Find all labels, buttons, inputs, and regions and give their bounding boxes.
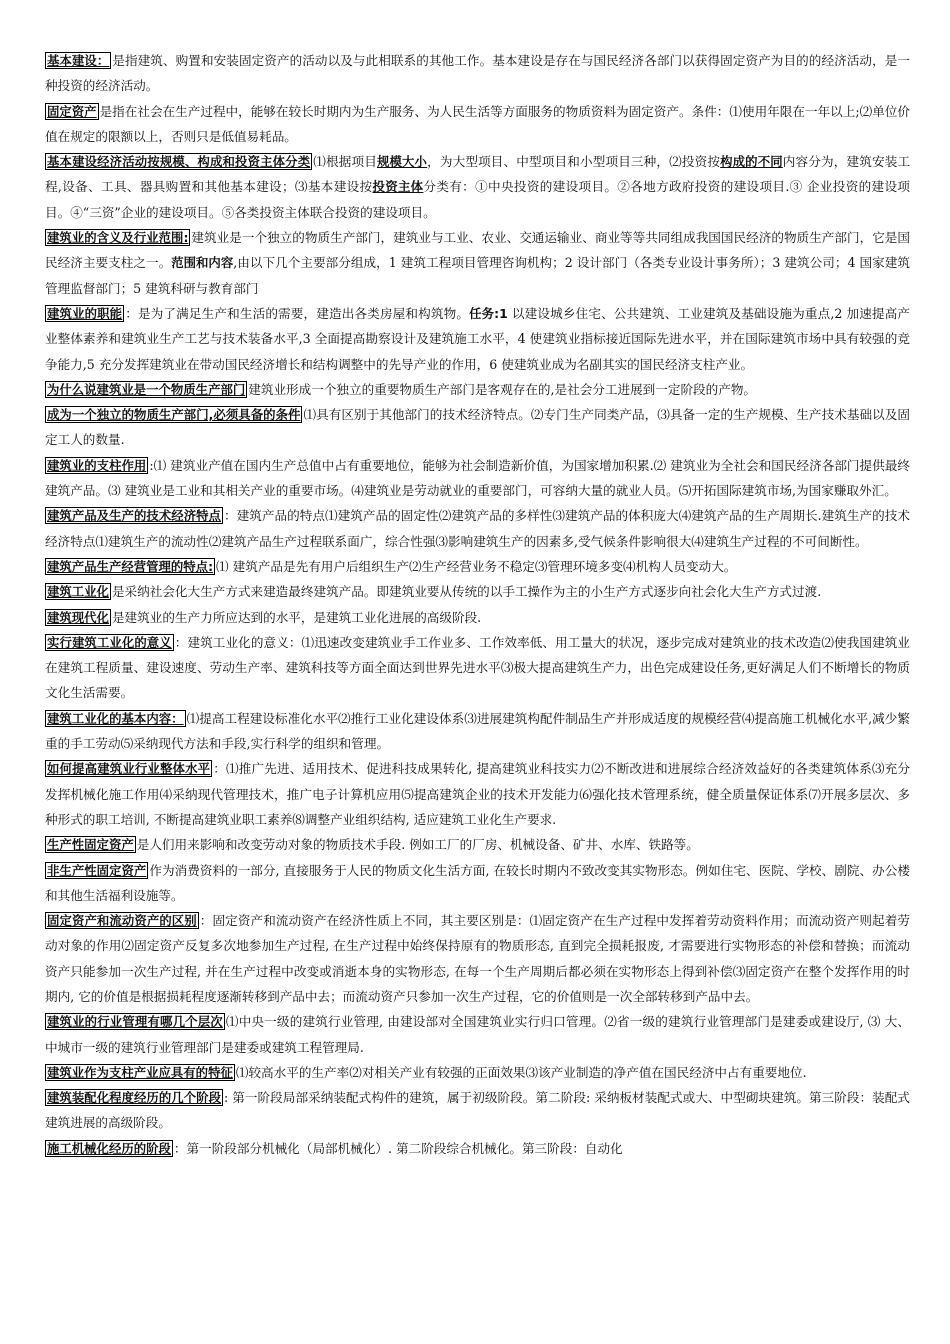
entry-text: ⑴具有区别于其他部门的技术经济特点。⑵专门生产同类产品，⑶具备一定的生产规模、生产技术基础以及固定工人的数量. bbox=[45, 407, 910, 448]
entry-text: ：第一阶段部分机械化（局部机械化）. 第二阶段综合机械化。第三阶段：自动化 bbox=[173, 1140, 623, 1156]
entry-term: 施工机械化经历的阶段 bbox=[47, 1140, 171, 1156]
entry-term: 固定资产和流动资产的区别 bbox=[47, 913, 197, 929]
definition-entry bbox=[45, 503, 910, 554]
entry-text: 是建筑业的生产力所应达到的水平，是建筑工业化进展的高级阶段. bbox=[111, 609, 482, 625]
entry-text: 以建设城乡住宅、公共建筑、工业建筑及基础设施为重点,2 加速提高产业整体素养和建筑业生产工艺与技术装备水平,3 全面提高勘察设计及建筑施工水平，4 使建筑业指标接近国际先进水平，并在国际建筑市场中具有较强的竞争能力,5 充分发挥建筑业在带动国民经济增长和结构调整中的先导产业的作用，6 使建筑业成为名副其实的国民经济支柱产业。 bbox=[45, 305, 911, 372]
definition-entry bbox=[45, 579, 910, 604]
definition-entry bbox=[45, 453, 910, 504]
entry-term: 固定资产 bbox=[47, 103, 97, 119]
entry-text: ：⑴推广先进、适用技术、促进科技成果转化, 提高建筑业科技实力⑵不断改进和进展综合经济效益好的各类建筑体系⑶充分发挥机械化施工作用⑷采纳现代管理技术，推广电子计算机应用⑸提高建筑企业的技术开发能力⑹强化技术管理系统，健全质量保证体系⑺开展多层次、多种形式的职工培训, 不断提高建筑业职工素养⑻调整产业组织结构, 适应建筑工业化生产要求. bbox=[45, 761, 910, 827]
entry-text: 是为了满足生产和生活的需要，建造出各类房屋和构筑物。 bbox=[137, 305, 470, 321]
entry-text: 建筑业形成一个独立的重要物质生产部门是客观存在的,是社会分工进展到一定阶段的产物。 bbox=[248, 381, 757, 397]
definition-entry bbox=[45, 706, 910, 757]
entry-text: ： bbox=[125, 305, 138, 321]
entry-text: ⑴提高工程建设标准化水平⑵推行工业化建设体系⑶进展建筑构配件制品生产并形成适度的规模经营⑷提高施工机械化水平,减少繁重的手工劳动⑸采纳现代方法和手段,实行科学的组织和管理。 bbox=[45, 710, 911, 752]
entry-term: 建筑业的含义及行业范围: bbox=[47, 230, 189, 246]
entry-term: 建筑业的职能 bbox=[47, 305, 123, 321]
definition-entry bbox=[45, 377, 910, 402]
emphasis-text: 投资主体 bbox=[372, 179, 424, 195]
entry-text: 作为消费资料的一部分, 直接服务于人民的物质文化生活方面, 在较长时期内不致改变其实物形态。例如住宅、医院、学校、剧院、办公楼和其他生活福利设施等。 bbox=[45, 862, 911, 903]
entry-term: 建筑现代化 bbox=[47, 609, 109, 625]
definition-entry bbox=[45, 630, 910, 706]
entry-term: 建筑业的支柱作用 bbox=[47, 457, 147, 473]
entry-text: 分类有：①中央投资的建设项目。②各地方政府投资的建设项目.③ 企业投资的建设项目。④“三资”企业的建设项目。⑤各类投资主体联合投资的建设项目。 bbox=[45, 179, 911, 220]
definition-entry bbox=[45, 402, 910, 453]
entry-text: :⑴ 建筑业产值在国内生产总值中占有重要地位，能够为社会制造新价值，为国家增加积累.⑵ 建筑业为全社会和国民经济各部门提供最终建筑产品。⑶ 建筑业是工业和其相关产业的重要市场。⑷建筑业是劳动就业的重要部门，可容纳大量的就业人员。⑸开拓国际建筑市场,为国家赚取外汇。 bbox=[45, 457, 910, 499]
entry-text: ⑴ 建筑产品是先有用户后组织生产⑵生产经营业务不稳定⑶管理环境多变⑷机构人员变动大。 bbox=[216, 558, 737, 574]
entry-text: 是指在社会在生产过程中，能够在较长时期内为生产服务、为人民生活等方面服务的物质资料为固定资产。条件：⑴使用年限在一年以上;⑵单位价值在规定的限额以上，否则只是低值易耗品。 bbox=[45, 103, 910, 144]
entry-term: 为什么说建筑业是一个物质生产部门 bbox=[47, 381, 246, 397]
definition-entry bbox=[45, 149, 910, 225]
definition-entry bbox=[45, 1085, 910, 1136]
entry-term: 成为一个独立的物质生产部门,必须具备的条件 bbox=[47, 407, 301, 423]
entry-term: 实行建筑工业化的意义 bbox=[47, 634, 172, 650]
entry-text: ⑴较高水平的生产率⑵对相关产业有较强的正面效果⑶该产业制造的净产值在国民经济中占有重要地位. bbox=[235, 1064, 807, 1080]
entry-text: 是人们用来影响和改变劳动对象的物质技术手段. 例如工厂的厂房、机械设备、矿井、水库、铁路等。 bbox=[136, 837, 699, 853]
entry-text: 内容分为，建筑安装工程,设备、工具、器具购置和其他基本建设；⑶基本建设按 bbox=[45, 154, 911, 195]
entry-text: 建筑业是一个独立的物质生产部门，建筑业与工业、农业、交通运输业、商业等等共同组成我国国民经济的物质生产部门，它是国民经济主要支柱之一。 bbox=[45, 230, 910, 271]
entry-term: 建筑装配化程度经历的几个阶段 bbox=[47, 1090, 221, 1106]
entry-term: 基本建设： bbox=[47, 53, 110, 68]
entry-term: 基本建设经济活动按规模、构成和投资主体分类 bbox=[47, 154, 311, 170]
emphasis-text: 构成的不同 bbox=[720, 154, 783, 170]
entry-text: 是采纳社会化大生产方式来建造最终建筑产品。即建筑业要从传统的以手工操作为主的小生产方式逐步向社会化大生产方式过渡. bbox=[111, 584, 822, 600]
definition-entry bbox=[45, 225, 910, 301]
definition-entry bbox=[45, 554, 910, 579]
definition-entry bbox=[45, 605, 910, 630]
entry-term: 建筑工业化 bbox=[47, 584, 109, 600]
entry-term: 建筑产品生产经营管理的特点: bbox=[47, 558, 214, 574]
entry-term: 非生产性固定资产 bbox=[47, 862, 147, 878]
entry-term: 建筑业的行业管理有哪几个层次 bbox=[47, 1014, 223, 1030]
emphasis-text: 任务:1 bbox=[469, 305, 508, 321]
entry-text: ：建筑产品的特点⑴建筑产品的固定性⑵建筑产品的多样性⑶建筑产品的体积庞大⑷建筑产品的生产周期长.建筑生产的技术经济特点⑴建筑生产的流动性⑵建筑产品生产过程联系面广，综合性强⑶影响建筑生产的因素多,受气候条件影响很大⑷建筑生产过程的不可间断性。 bbox=[45, 508, 910, 549]
entry-text: ,由以下几个主要部分组成，1 建筑工程项目管理咨询机构；2 设计部门（各类专业设计事务所）；3 建筑公司；4 国家建筑管理监督部门；5 建筑科研与教育部门 bbox=[45, 255, 910, 296]
emphasis-text: 规模大小 bbox=[376, 154, 428, 170]
entry-term: 如何提高建筑业行业整体水平 bbox=[47, 761, 211, 777]
entry-text: ⑴根据项目 bbox=[313, 154, 377, 170]
definition-entry bbox=[45, 908, 910, 1009]
definition-entry bbox=[45, 1009, 910, 1060]
definition-entry bbox=[45, 301, 910, 377]
entry-term: 生产性固定资产 bbox=[47, 837, 134, 853]
definition-entry bbox=[45, 858, 910, 909]
definition-entry bbox=[45, 1136, 910, 1161]
emphasis-text: 范围和内容 bbox=[171, 255, 234, 271]
definition-entry bbox=[45, 1060, 910, 1085]
definition-entry bbox=[45, 832, 910, 857]
definition-entry bbox=[45, 756, 910, 832]
entry-term: 建筑产品及生产的技术经济特点 bbox=[47, 508, 221, 524]
entry-term: 建筑业作为支柱产业应具有的特征 bbox=[47, 1064, 233, 1080]
entry-text: ：建筑工业化的意义：⑴迅速改变建筑业手工作业多、工作效率低、用工量大的状况，逐步完成对建筑业的技术改造⑵使我国建筑业在建筑工程质量、建设速度、劳动生产率、建筑科技等方面全面达到世界先进水平⑶极大提高建筑生产力，出色完成建设任务,更好满足人们不断增长的物质文化生活需要。 bbox=[45, 634, 911, 701]
entry-term: 建筑工业化的基本内容： bbox=[47, 710, 184, 726]
entry-text: ⑴中央一级的建筑行业管理, 由建设部对全国建筑业实行归口管理。⑵省一级的建筑行业管理部门是建委或建设厅, ⑶ 大、中城市一级的建筑行业管理部门是建委或建筑工程管理局. bbox=[45, 1014, 910, 1055]
entry-text: ：固定资产和流动资产在经济性质上不同，其主要区别是：⑴固定资产在生产过程中发挥着劳动资料作用；而流动资产则起着劳动对象的作用⑵固定资产反复多次地参加生产过程, 在生产过程中始终保持原有的物质形态, 直到完全损耗报废, 才需要进行实物形态的补偿和替换；而流动资产只能参加一次生产过程, 并在生产过程中改变或消逝本身的实物形态, 在每一个生产周期后都必须在实物形态上得到补偿⑶固定资产在整个发挥作用的时期内, 它的价值是根据损耗程度逐渐转移到产品中去；而流动资产只参加一次生产过程，它的价值则是一次全部转移到产品中去。 bbox=[45, 913, 911, 1004]
entry-text: 是指建筑、购置和安装固定资产的活动以及与此相联系的其他工作。基本建设是存在与国民经济各部门以获得固定资产为目的的经济活动，是一种投资的经济活动。 bbox=[45, 53, 911, 94]
definition-entry bbox=[45, 48, 910, 99]
entry-text: ，为大型项目、中型项目和小型项目三种，⑵投资按 bbox=[427, 154, 721, 170]
entry-text: : 第一阶段局部采纳装配式构件的建筑，属于初级阶段。第二阶段: 采纳板材装配式或大、中型砌块建筑。第三阶段：装配式建筑进展的高级阶段。 bbox=[45, 1090, 910, 1131]
definition-entry bbox=[45, 99, 910, 150]
